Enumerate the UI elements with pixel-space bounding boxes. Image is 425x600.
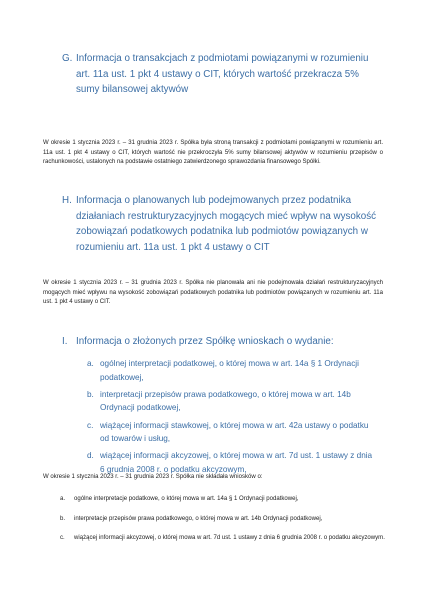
list-item-text: wiążącej informacji stawkowej, o której mowa w art. 42a ustawy o podatku od towarów i usług,: [100, 420, 369, 444]
list-item: [87, 419, 377, 446]
section-g-body: W okresie 1 stycznia 2023 r. – 31 grudnia 2023 r. Spółka była stroną transakcji z podmiotami powiązanymi w rozumieniu art. 11a ust. 1 pkt 4 ustawy o CIT, których wartość nie przekroczyła 5% sumy bilansowej aktywów w rozumieniu przepisów o rachunkowości, ustalonych na podstawie ostatniego zatwierdzonego sprawozdania finansowego Spółki.: [43, 140, 383, 166]
list-marker: d.: [87, 451, 94, 461]
list-marker: c.: [60, 535, 65, 542]
list-item-text: wiążącej informacji akcyzowej, o której mowa w art. 7d ust. 1 ustawy z dnia 6 grudnia 2008 r. o podatku akcyzowym.: [74, 535, 385, 542]
section-i-sub-list: [60, 495, 390, 554]
list-item: [60, 534, 390, 543]
list-marker: b.: [60, 515, 66, 522]
section-h-body: W okresie 1 stycznia 2023 r. – 31 grudnia 2023 r. Spółka nie planowała ani nie podejmowała działań restrukturyzacyjnych mogących mieć wpływu na wysokość zobowiązań podatkowych podatnika lub podmiotów powiązanych w rozumieniu art. 11a ust. 1 pkt 4 ustawy o CIT.: [43, 280, 383, 306]
list-item: [87, 357, 377, 384]
list-item: [60, 515, 390, 524]
list-item-text: ogólnej interpretacji podatkowej, o której mowa w art. 14a § 1 Ordynacji podatkowej,: [100, 359, 359, 382]
section-i-request-list: [87, 357, 377, 480]
list-marker: b.: [87, 389, 94, 399]
section-h-heading-text: Informacja o planowanych lub podejmowanych przez podatnika działaniach restrukturyzacyjnych mogących mieć wpływ na wysokość zobowiązań podatkowych podatnika lub podmiotów powiązanych w rozumieniu art. 11a ust. 1 pkt 4 ustawy o CIT: [76, 195, 377, 253]
section-i-body: W okresie 1 stycznia 2023 r. – 31 grudnia 2023 r. Spółka nie składała wniosków o:: [43, 474, 263, 480]
list-item: [87, 388, 377, 415]
list-marker: a.: [60, 496, 66, 502]
list-marker: c.: [87, 420, 94, 430]
list-item-text: ogólne interpretacje podatkowe, o której mowa w art. 14a § 1 Ordynacji podatkowej,: [74, 496, 299, 502]
list-item: [60, 495, 390, 504]
list-item-text: interpretacji przepisów prawa podatkowego, o której mowa w art. 14b Ordynacji podatkowej,: [100, 389, 351, 413]
section-i-heading-text: Informacja o złożonych przez Spółkę wnioskach o wydanie:: [76, 336, 334, 347]
section-h-letter: H.: [62, 195, 72, 206]
section-i-letter: I.: [62, 336, 68, 347]
list-item-text: interpretacje przepisów prawa podatkowego, o której mowa w art. 14b Ordynacji podatkowej,: [74, 515, 323, 522]
section-g-heading-text: Informacja o transakcjach z podmiotami powiązanymi w rozumieniu art. 11a ust. 1 pkt 4 ustawy o CIT, których wartość przekracza 5% sumy bilansowej aktywów: [76, 53, 369, 95]
list-item-text: wiążącej informacji akcyzowej, o której mowa w art. 7d ust. 1 ustawy z dnia 6 grudnia 2008 r. o podatku akcyzowym,: [100, 451, 373, 474]
section-g-letter: G.: [62, 53, 73, 64]
list-marker: a.: [87, 359, 94, 368]
